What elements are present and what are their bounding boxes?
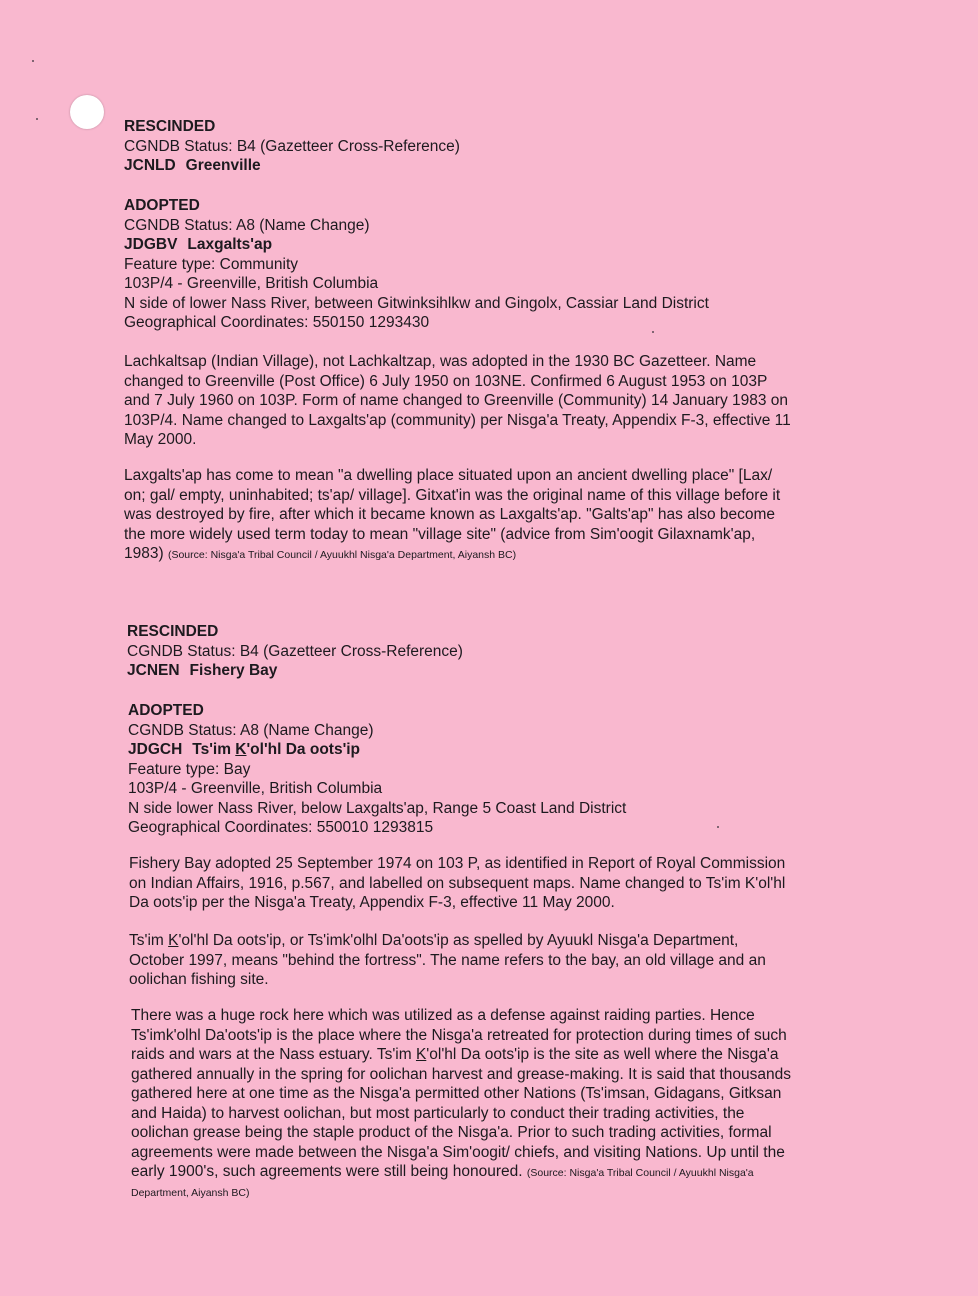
entry2-meaning-paragraph [129, 931, 766, 990]
location-description: N side lower Nass River, below Laxgalts'ap, Range 5 Coast Land District [128, 799, 627, 817]
adopted-heading: ADOPTED [128, 702, 204, 719]
entry1-meaning-paragraph [124, 466, 780, 566]
geographical-coordinates: Geographical Coordinates: 550010 1293815 [128, 819, 434, 836]
paragraph-line: Laxgalts'ap has come to mean "a dwelling place situated upon an ancient dwelling place" [Lax/ [124, 467, 773, 484]
feature-name-part: Ts'im [192, 741, 236, 758]
paragraph-text: raids and wars at the Nass estuary. Ts'im [131, 1046, 416, 1063]
feature-name-underlined: K [235, 741, 247, 758]
cgndb-status: CGNDB Status: B4 (Gazetteer Cross-Reference) [124, 137, 460, 155]
feature-name-part: 'ol'hl Da oots'ip [246, 741, 361, 758]
paragraph-line [124, 544, 780, 566]
underlined-letter: K [415, 1046, 427, 1063]
paragraph-line: May 2000. [124, 431, 197, 448]
paragraph-line [131, 1045, 791, 1065]
feature-code: JDGCH [128, 741, 183, 758]
source-citation: (Source: Nisga'a Tribal Council / Ayuukhl Nisga'a [526, 1167, 754, 1179]
paragraph-line [129, 931, 766, 951]
paragraph-line: There was a huge rock here which was utilized as a defense against raiding parties. Hence [131, 1007, 755, 1024]
paragraph-line [131, 1162, 791, 1184]
paragraph-text: early 1900's, such agreements were still being honoured. [131, 1163, 523, 1180]
cgndb-status: CGNDB Status: B4 (Gazetteer Cross-Reference) [127, 642, 463, 660]
paragraph-text: Ts'im [129, 932, 169, 949]
entry2-adopted [128, 701, 626, 838]
paragraph-line: Ts'imk'olhl Da'oots'ip is the place where the Nisga'a retreated for protection during times of such [131, 1026, 787, 1044]
paper-speck [32, 60, 34, 62]
location-description: N side of lower Nass River, between Gitwinksihlkw and Gingolx, Cassiar Land District [124, 294, 709, 312]
paragraph-line: 103P/4. Name changed to Laxgalts'ap (community) per Nisga'a Treaty, Appendix F-3, effective 11 [124, 411, 791, 429]
entry1-adopted [124, 196, 709, 333]
paragraph-line: oolichan fishing site. [129, 971, 269, 988]
feature-name: Laxgalts'ap [187, 236, 273, 253]
paragraph-line: Fishery Bay adopted 25 September 1974 on 103 P, as identified in Report of Royal Commission [129, 855, 786, 872]
paragraph-line: was destroyed by fire, after which it became known as Laxgalts'ap. "Galts'ap" has also become [124, 506, 776, 523]
rescinded-name-line [124, 156, 460, 176]
punch-hole [70, 95, 104, 129]
feature-name: Fishery Bay [189, 662, 278, 679]
cgndb-status: CGNDB Status: A8 (Name Change) [124, 216, 370, 234]
map-sheet: 103P/4 - Greenville, British Columbia [124, 275, 379, 292]
geographical-coordinates: Geographical Coordinates: 550150 1293430 [124, 314, 430, 331]
source-citation: (Source: Nisga'a Tribal Council / Ayuukhl Nisga'a Department, Aiyansh BC) [167, 549, 517, 561]
paragraph-line: oolichan grease being the staple product of the Nisga'a. Prior to such trading activities, formal [131, 1124, 772, 1141]
feature-name: Greenville [185, 157, 261, 174]
paragraph-line: gathered annually in the spring for oolichan harvest and grease-making. It is said that thousands [131, 1065, 792, 1083]
feature-type: Feature type: Bay [128, 760, 251, 778]
feature-code: JCNLD [124, 157, 176, 174]
paragraph-text: 'ol'hl Da oots'ip is the site as well where the Nisga'a [426, 1046, 779, 1063]
paragraph-line: agreements were made between the Nisga'a Sim'oogit/ chiefs, and visiting Nations. Up until the [131, 1143, 785, 1161]
adopted-name-line [128, 740, 626, 760]
paragraph-line: October 1997, means "behind the fortress". The name refers to the bay, an old village and an [129, 951, 766, 969]
entry1-history-paragraph [124, 352, 791, 450]
cgndb-status: CGNDB Status: A8 (Name Change) [128, 721, 374, 739]
underlined-letter: K [168, 932, 179, 949]
paper-speck [36, 118, 38, 120]
paper-speck [717, 826, 719, 828]
paragraph-line: changed to Greenville (Post Office) 6 July 1950 on 103NE. Confirmed 6 August 1953 on 103P [124, 372, 768, 390]
rescinded-heading: RESCINDED [124, 118, 216, 135]
paragraph-text: 'ol'hl Da oots'ip, or Ts'imk'olhl Da'oots'ip as spelled by Ayuukl Nisga'a Department, [178, 932, 739, 949]
entry1-rescinded [124, 117, 460, 176]
rescinded-heading: RESCINDED [127, 623, 219, 640]
paragraph-line: and 7 July 1960 on 103P. Form of name changed to Greenville (Community) 14 January 1983 on [124, 392, 789, 409]
paragraph-line: gathered here at one time as the Nisga'a permitted other Nations (Ts'imsan, Gidagans, Gitksan [131, 1085, 782, 1102]
paragraph-line: on; gal/ empty, uninhabited; ts'ap/ village]. Gitxat'in was the original name of this village before it [124, 486, 781, 504]
entry2-history-paragraph [129, 854, 785, 913]
adopted-heading: ADOPTED [124, 197, 200, 214]
rescinded-name-line [127, 661, 463, 681]
paragraph-line: and Haida) to harvest oolichan, but most particularly to conduct their trading activities, the [131, 1104, 745, 1122]
paragraph-line: Da oots'ip per the Nisga'a Treaty, Appendix F-3, effective 11 May 2000. [129, 894, 615, 911]
map-sheet: 103P/4 - Greenville, British Columbia [128, 780, 383, 797]
paragraph-text: 1983) [124, 545, 164, 562]
paragraph-line: the more widely used term today to mean "village site" (advice from Sim'oogit Gilaxnamk'ap, [124, 525, 756, 543]
entry2-description-paragraph [131, 1006, 791, 1203]
source-citation: Department, Aiyansh BC) [131, 1186, 250, 1199]
feature-type: Feature type: Community [124, 255, 299, 273]
feature-code: JCNEN [127, 662, 180, 679]
adopted-name-line [124, 235, 709, 255]
feature-code: JDGBV [124, 236, 178, 253]
paragraph-line: on Indian Affairs, 1916, p.567, and labelled on subsequent maps. Name changed to Ts'im K'ol'hl [129, 874, 786, 892]
entry2-rescinded [127, 622, 463, 681]
paragraph-line: Lachkaltsap (Indian Village), not Lachkaltzap, was adopted in the 1930 BC Gazetteer. Name [124, 353, 757, 370]
